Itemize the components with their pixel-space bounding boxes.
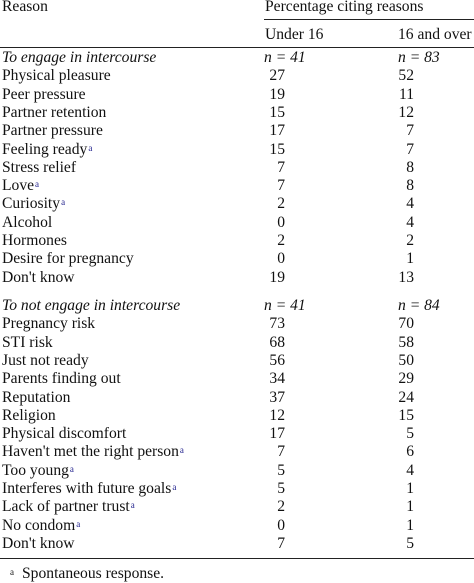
footnote-marker: a: [10, 567, 14, 577]
16-and-over-value: 8: [406, 177, 414, 195]
reason-cell: [2, 86, 86, 104]
reason-text: Alcohol: [2, 213, 53, 231]
column-header-under-16: Under 16: [265, 26, 324, 43]
reason-cell: [2, 104, 106, 122]
16-and-over-value: 5: [406, 425, 414, 443]
reason-text: Reputation: [2, 388, 71, 406]
reason-cell: [2, 425, 126, 443]
reason-cell: [2, 232, 67, 250]
reason-header: Reason: [2, 0, 48, 15]
under-16-value: 7: [277, 534, 285, 552]
table-row: [0, 195, 474, 213]
under-16-value: 5: [277, 480, 285, 497]
16-and-over-value: 5: [406, 534, 414, 552]
16-and-over-value: 4: [406, 213, 414, 231]
table-row: [0, 141, 474, 159]
reason-text: Don't know: [2, 534, 75, 552]
reason-text: Curiosity: [2, 195, 61, 213]
table-row: [0, 389, 474, 407]
table-row: [0, 315, 474, 333]
table-row: [0, 67, 474, 85]
reason-text: Peer pressure: [2, 85, 86, 103]
16-and-over-value: 29: [398, 370, 414, 388]
16-and-over-value: 7: [406, 140, 414, 158]
reason-cell: [2, 517, 80, 535]
reason-text: Partner retention: [2, 103, 107, 121]
16-and-over-value: 24: [398, 388, 414, 406]
reason-text: Physical pleasure: [2, 67, 111, 85]
16-and-over-value: 1: [406, 498, 414, 516]
group-header: Percentage citing reasons: [265, 0, 424, 15]
table-row: [0, 443, 474, 461]
under-16-value: 12: [269, 406, 285, 424]
reason-cell: [2, 480, 176, 498]
section-header-row: [0, 297, 474, 315]
table-row: [0, 104, 474, 122]
table-row: [0, 232, 474, 250]
16-and-over-value: 1: [406, 516, 414, 534]
16-and-over-value: 13: [398, 268, 414, 286]
under-16-value: 73: [269, 315, 285, 333]
section-header-row: [0, 49, 474, 67]
under-16-value: 27: [269, 67, 285, 85]
16-and-over-value: 1: [406, 250, 414, 268]
16-and-over-value: 6: [406, 443, 414, 461]
footnote-marker: a: [172, 482, 177, 492]
footnote-marker: a: [35, 179, 40, 190]
section-n-under-16: n = 41: [264, 297, 306, 314]
16-and-over-value: 58: [398, 333, 414, 351]
section-title: To engage in intercourse: [2, 49, 157, 66]
under-16-value: 0: [277, 250, 285, 268]
reason-cell: [2, 141, 92, 159]
16-and-over-value: 11: [398, 85, 414, 103]
under-16-value: 19: [269, 268, 285, 286]
under-16-value: 15: [269, 103, 285, 121]
reason-cell: [2, 407, 56, 425]
under-16-value: 7: [277, 177, 285, 195]
16-and-over-value: 12: [398, 103, 414, 121]
reason-text: Hormones: [2, 232, 67, 249]
16-and-over-value: 4: [406, 195, 414, 213]
table-row: [0, 250, 474, 268]
table-row: [0, 498, 474, 516]
table-row: [0, 480, 474, 498]
section-n-under-16: n = 41: [264, 49, 306, 66]
footnote-marker: a: [88, 142, 93, 153]
under-16-value: 5: [277, 461, 285, 479]
under-16-value: 34: [269, 370, 285, 388]
column-header-16-and-over: 16 and over: [398, 26, 472, 43]
footnote-marker: a: [130, 500, 135, 511]
table-row: [0, 86, 474, 104]
under-16-value: 2: [277, 498, 285, 516]
under-16-value: 0: [277, 516, 285, 534]
16-and-over-value: 4: [406, 461, 414, 479]
table-row: [0, 352, 474, 370]
16-and-over-value: 7: [406, 122, 414, 140]
reason-cell: [2, 269, 75, 287]
footnote-marker: a: [61, 197, 66, 208]
reason-text: Religion: [2, 406, 56, 424]
reason-cell: [2, 214, 52, 232]
reason-text: Parents finding out: [2, 370, 121, 388]
under-16-value: 0: [277, 213, 285, 231]
under-16-value: 68: [269, 333, 285, 351]
reason-text: Haven't met the right person: [2, 443, 179, 461]
reason-cell: [2, 443, 184, 461]
section-n-16-and-over: n = 83: [398, 49, 440, 66]
footnote: [9, 565, 164, 583]
table-row: [0, 517, 474, 535]
reason-text: Just not ready: [2, 351, 89, 369]
table-row: [0, 159, 474, 177]
reason-text: Love: [2, 177, 35, 195]
reason-cell: [2, 498, 135, 516]
under-16-value: 2: [277, 195, 285, 213]
reason-cell: [2, 389, 70, 407]
reason-cell: [2, 352, 89, 370]
under-16-value: 17: [269, 425, 285, 443]
reason-cell: [2, 67, 111, 85]
section-n-16-and-over: n = 84: [398, 297, 440, 314]
under-16-value: 19: [269, 85, 285, 103]
16-and-over-value: 1: [406, 480, 414, 497]
16-and-over-value: 2: [406, 232, 414, 249]
table-row: [0, 214, 474, 232]
under-16-value: 17: [269, 122, 285, 140]
16-and-over-value: 15: [398, 406, 414, 424]
under-16-value: 7: [277, 443, 285, 461]
reason-cell: [2, 122, 103, 140]
table-row: [0, 370, 474, 388]
reason-cell: [2, 462, 74, 480]
reason-text: Don't know: [2, 268, 75, 286]
reason-cell: [2, 535, 75, 553]
reason-cell: [2, 250, 134, 268]
reason-text: Pregnancy risk: [2, 315, 96, 333]
header-bottom-rule: [0, 47, 474, 48]
section-title: To not engage in intercourse: [2, 297, 181, 314]
table-row: [0, 462, 474, 480]
table-row: [0, 177, 474, 195]
under-16-value: 2: [277, 232, 285, 249]
table-row: [0, 122, 474, 140]
reason-cell: [2, 195, 65, 213]
reason-text: Partner pressure: [2, 122, 103, 140]
footnote-marker: a: [69, 463, 74, 474]
table-row: [0, 269, 474, 287]
reason-text: Physical discomfort: [2, 425, 127, 443]
reason-cell: [2, 315, 95, 333]
reason-text: STI risk: [2, 333, 53, 351]
under-16-value: 37: [269, 388, 285, 406]
footnote-text: Spontaneous response.: [22, 565, 165, 582]
reason-text: Desire for pregnancy: [2, 250, 134, 268]
16-and-over-value: 8: [406, 158, 414, 176]
reason-cell: [2, 177, 39, 195]
table-row: [0, 425, 474, 443]
16-and-over-value: 50: [398, 351, 414, 369]
table-row: [0, 334, 474, 352]
reason-cell: [2, 334, 53, 352]
table-row: [0, 407, 474, 425]
reason-text: Lack of partner trust: [2, 498, 130, 516]
reason-text: Feeling ready: [2, 140, 88, 158]
16-and-over-value: 70: [398, 315, 414, 333]
table-row: [0, 535, 474, 553]
reason-text: No condom: [2, 516, 76, 534]
reason-text: Too young: [2, 461, 69, 479]
group-header-rule: [264, 19, 474, 20]
table-bottom-rule: [0, 558, 474, 559]
reason-cell: [2, 370, 121, 388]
under-16-value: 56: [269, 351, 285, 369]
footnote-marker: a: [179, 445, 184, 456]
reason-text: Interferes with future goals: [2, 480, 172, 497]
footnote-marker: a: [76, 518, 81, 529]
under-16-value: 15: [269, 140, 285, 158]
under-16-value: 7: [277, 158, 285, 176]
16-and-over-value: 52: [398, 67, 414, 85]
reason-text: Stress relief: [2, 158, 77, 176]
reason-cell: [2, 159, 76, 177]
